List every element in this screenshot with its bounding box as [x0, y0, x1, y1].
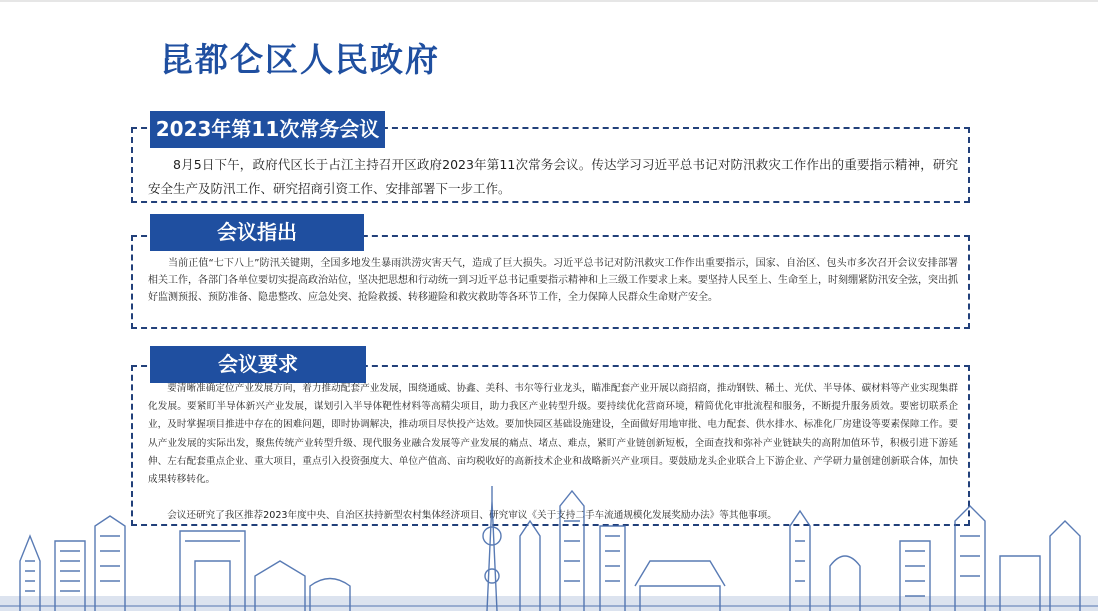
meeting-points-text: 当前正值“七下八上”防汛关键期，全国多地发生暴雨洪涝灾害天气，造成了巨大损失。习近平总书记对防汛救灾工作作出重要指示，国家、自治区、包头市多次召开会议安排部署相关工作，各部门各单位要切实提高政治站位，坚决把思想和行动统一到习近平总书记重要指示精神和上三级工作要求上来。要坚持人民至上、生命至上，时刻绷紧防汛安全弦，突出抓好监测预报、预防准备、隐患整改、应急处突、抢险救援、转移避险和救灾救助等各环节工作，全力保障人民群众生命财产安全。	[148, 258, 958, 303]
city-skyline-illustration	[0, 466, 1098, 611]
page-title: 昆都仑区人民政府	[160, 40, 440, 79]
meeting-other-items-text: 会议还研究了我区推荐2023年度中央、自治区扶持新型农村集体经济项目、研究审议《关于支持二手车流通规模化发展奖励办法》等其他事项。	[167, 510, 777, 521]
meeting-points-tag: 会议指出	[150, 214, 364, 251]
meeting-summary-tag: 2023年第11次常务会议	[150, 111, 385, 148]
meeting-requirements-text: 要清晰准确定位产业发展方向，着力推动配套产业发展，围绕通威、协鑫、美科、韦尔等行业龙头，瞄准配套产业开展以商招商，推动钢铁、稀土、光伏、半导体、碳材料等产业实现集群化发展。要紧盯半导体新兴产业发展，谋划引入半导体靶性材料等高精尖项目，助力我区产业转型升级。要持续优化营商环境，精简优化审批流程和服务，不断提升服务质效。要密切联系企业，及时掌握项目推进中存在的困难问题，即时协调解决，推动项目尽快投产达效。要加快园区基础设施建设，全面做好用地审批、电力配套、供水排水、标准化厂房建设等要素保障工作。要从产业发展的实际出发，聚焦传统产业转型升级、现代服务业融合发展等产业发展的痛点、堵点、难点，紧盯产业链创新短板，全面查找和弥补产业链缺失的高附加值环节，积极引进下游延伸、左右配套重点企业、重大项目，重点引入投资强度大、单位产值高、亩均税收好的高新技术企业和战略新兴产业项目。要鼓励龙头企业联合上下游企业、产学研力量创建创新联合体，加快成果转移转化。	[148, 383, 958, 486]
meeting-requirements-tag: 会议要求	[150, 346, 366, 383]
top-divider	[0, 0, 1098, 2]
meeting-summary-text: 8月5日下午，政府代区长于占江主持召开区政府2023年第11次常务会议。传达学习习近平总书记对防汛救灾工作作出的重要指示精神，研究安全生产及防汛工作、研究招商引资工作、安排部署下一步工作。	[148, 157, 958, 196]
